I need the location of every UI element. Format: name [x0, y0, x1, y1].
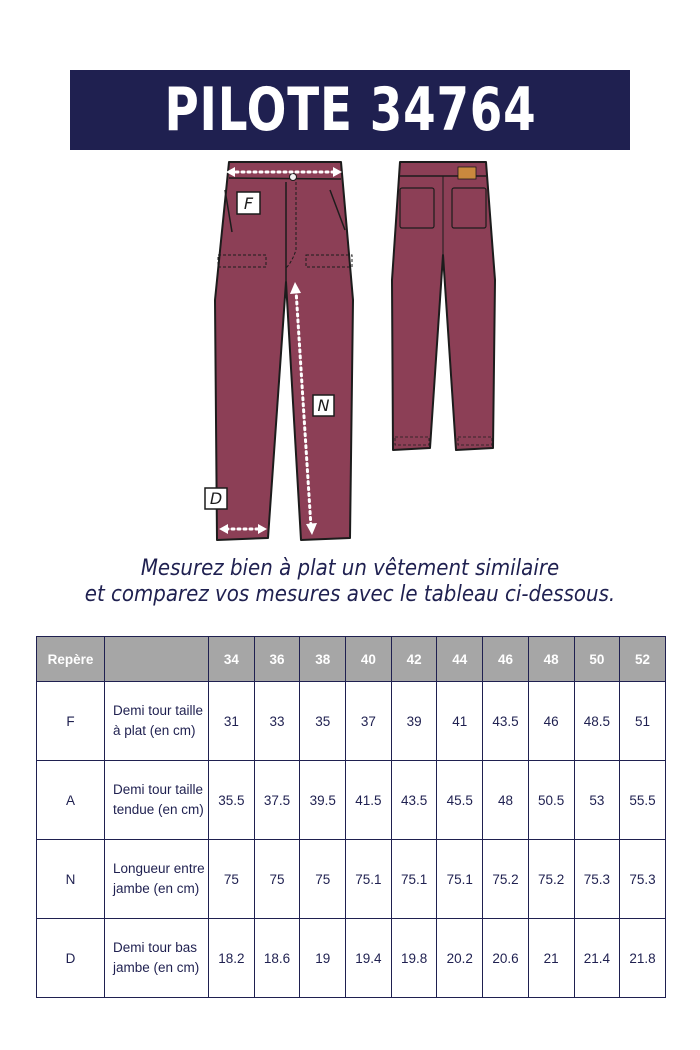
table-cell: 45.5	[437, 761, 483, 840]
table-cell: 75	[209, 840, 255, 919]
table-cell: 35.5	[209, 761, 255, 840]
row-code: D	[37, 919, 105, 998]
table-cell: 21.4	[574, 919, 620, 998]
instruction-line-1: Mesurez bien à plat un vêtement similaire	[140, 556, 560, 581]
header-size: 40	[346, 637, 392, 682]
table-cell: 19.8	[391, 919, 437, 998]
table-cell: 19	[300, 919, 346, 998]
marker-d	[205, 488, 227, 509]
table-cell: 31	[209, 682, 255, 761]
table-cell: 75.1	[346, 840, 392, 919]
table-cell: 75	[300, 840, 346, 919]
svg-text:D: D	[209, 489, 223, 508]
table-cell: 20.2	[437, 919, 483, 998]
table-cell: 48	[483, 761, 529, 840]
page-title: PILOTE 34764	[163, 75, 537, 145]
svg-text:F: F	[243, 194, 254, 213]
row-code: N	[37, 840, 105, 919]
table-cell: 21	[528, 919, 574, 998]
table-cell: 33	[254, 682, 300, 761]
header-size: 42	[391, 637, 437, 682]
table-cell: 75.2	[483, 840, 529, 919]
table-cell: 48.5	[574, 682, 620, 761]
header-size: 34	[209, 637, 255, 682]
table-cell: 51	[620, 682, 666, 761]
header-size: 44	[437, 637, 483, 682]
table-cell: 39	[391, 682, 437, 761]
row-description: Demi tour taille à plat (en cm)	[105, 682, 209, 761]
table-row	[37, 682, 666, 761]
header-size: 36	[254, 637, 300, 682]
table-cell: 18.2	[209, 919, 255, 998]
header-blank	[105, 637, 209, 682]
table-cell: 46	[528, 682, 574, 761]
table-cell: 43.5	[483, 682, 529, 761]
table-header-row	[37, 637, 666, 682]
header-size: 38	[300, 637, 346, 682]
table-row	[37, 761, 666, 840]
pants-illustration	[0, 150, 700, 550]
header-size: 48	[528, 637, 574, 682]
instruction-line-2: et comparez vos mesures avec le tableau ci-dessous.	[84, 582, 616, 607]
header-repere: Repère	[37, 637, 105, 682]
header-size: 46	[483, 637, 529, 682]
table-row	[37, 919, 666, 998]
measurement-instructions	[0, 556, 700, 608]
pants-back-view	[392, 162, 495, 450]
table-cell: 20.6	[483, 919, 529, 998]
row-description: Demi tour taille tendue (en cm)	[105, 761, 209, 840]
header-size: 50	[574, 637, 620, 682]
table-cell: 21.8	[620, 919, 666, 998]
table-cell: 39.5	[300, 761, 346, 840]
table-cell: 50.5	[528, 761, 574, 840]
marker-f	[237, 192, 260, 214]
table-cell: 41.5	[346, 761, 392, 840]
table-cell: 35	[300, 682, 346, 761]
row-code: A	[37, 761, 105, 840]
title-banner	[70, 70, 630, 150]
table-cell: 75.2	[528, 840, 574, 919]
header-size: 52	[620, 637, 666, 682]
table-cell: 37.5	[254, 761, 300, 840]
row-description: Longueur entre jambe (en cm)	[105, 840, 209, 919]
row-description: Demi tour bas jambe (en cm)	[105, 919, 209, 998]
table-cell: 75.1	[391, 840, 437, 919]
table-cell: 75.1	[437, 840, 483, 919]
table-cell: 75.3	[574, 840, 620, 919]
table-cell: 37	[346, 682, 392, 761]
table-cell: 53	[574, 761, 620, 840]
table-cell: 41	[437, 682, 483, 761]
table-cell: 55.5	[620, 761, 666, 840]
table-cell: 18.6	[254, 919, 300, 998]
table-cell: 75	[254, 840, 300, 919]
table-cell: 75.3	[620, 840, 666, 919]
row-code: F	[37, 682, 105, 761]
table-cell: 19.4	[346, 919, 392, 998]
svg-text:N: N	[317, 396, 330, 415]
size-chart-table	[36, 636, 666, 998]
marker-n	[313, 395, 334, 416]
table-row	[37, 840, 666, 919]
pants-front-view	[215, 162, 353, 540]
table-cell: 43.5	[391, 761, 437, 840]
